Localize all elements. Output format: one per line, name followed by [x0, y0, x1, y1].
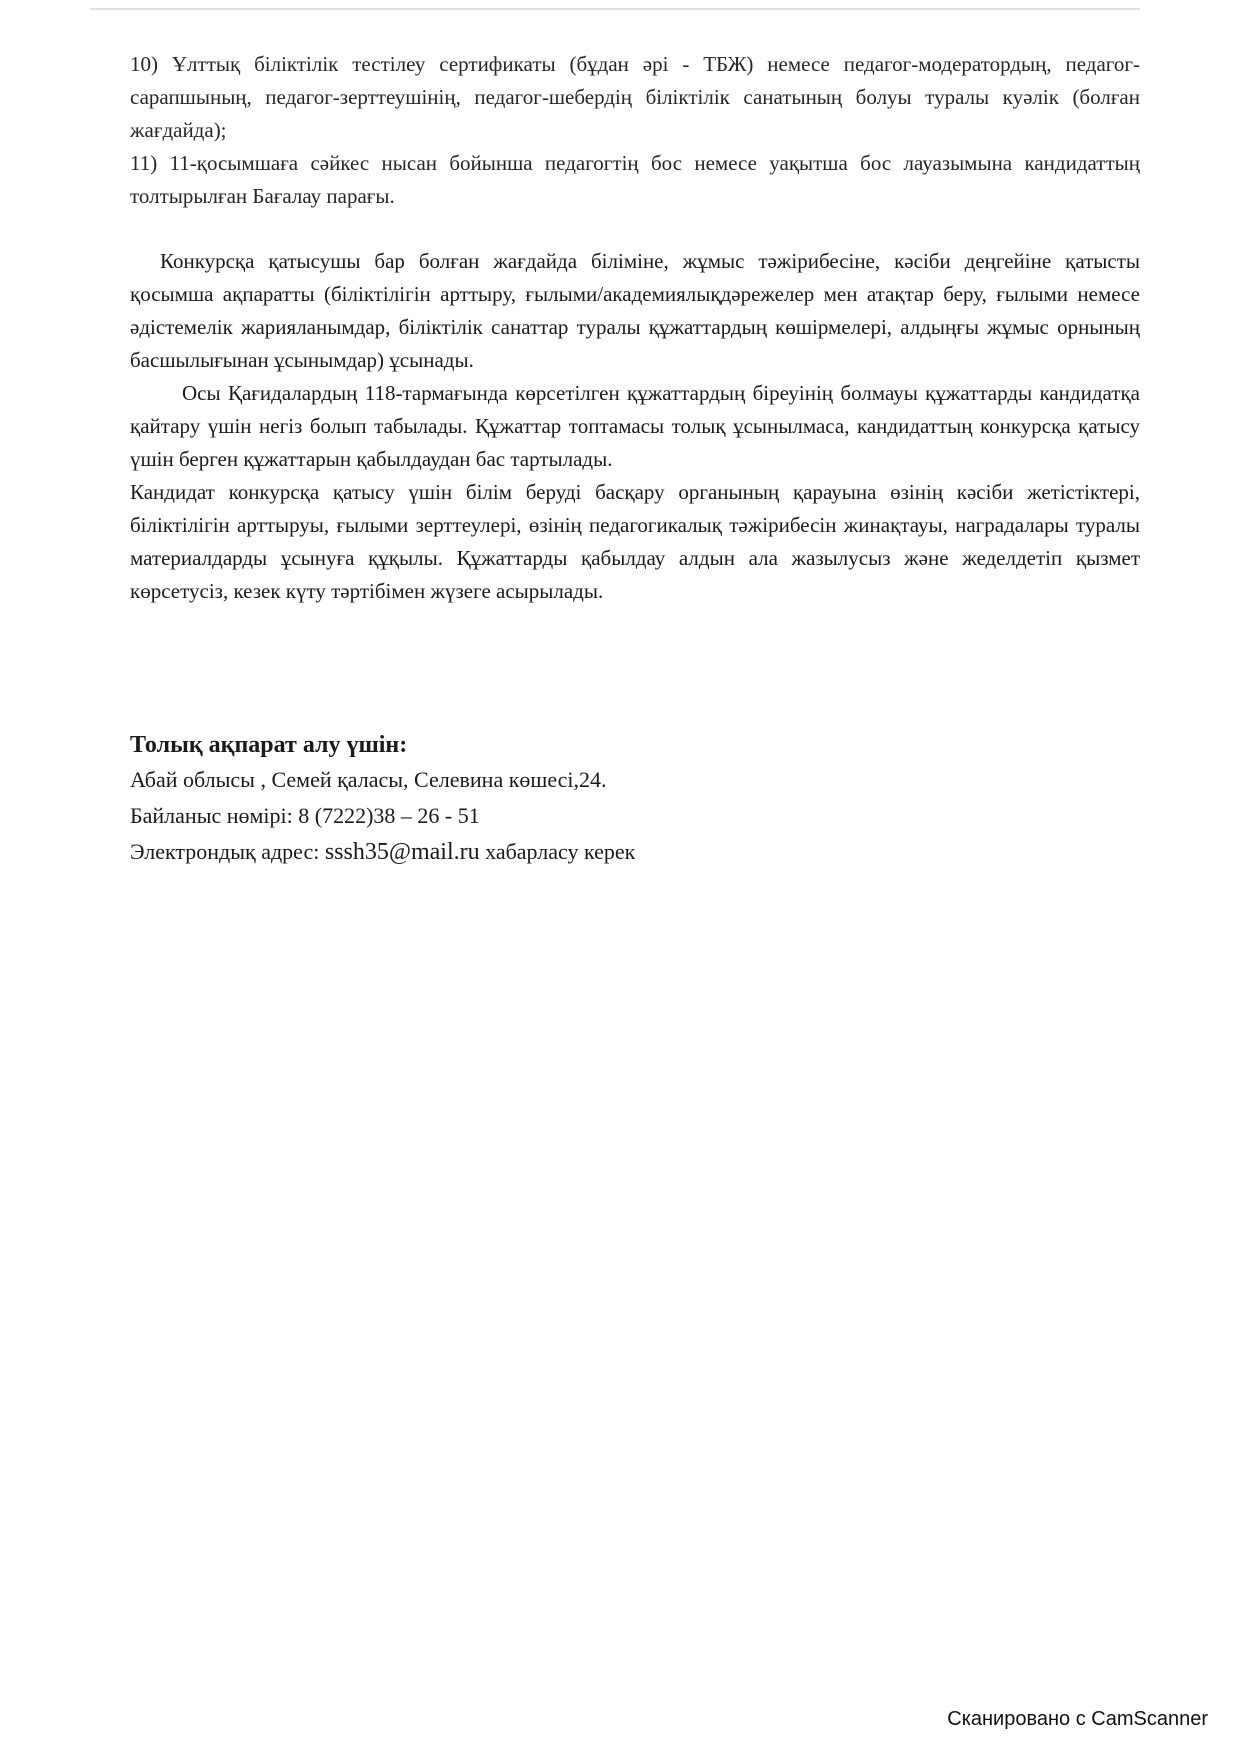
paragraph-missing-documents: Осы Қағидалардың 118-тармағында көрсетілген құжаттардың біреуінің болмауы құжаттарды кандидатқа қайтару үшін негіз болып табылады. Құжаттар топтамасы толық ұсынылмаса, кандидаттың конкурсқа қатысу үшін берген құжаттарын қабылдаудан бас тартылады.: [130, 381, 1140, 471]
spacer: [130, 213, 1140, 245]
contact-email-suffix: хабарласу керек: [479, 839, 636, 864]
contact-email-prefix: Электрондық адрес:: [130, 839, 325, 864]
contact-phone: Байланыс нөмірі: 8 (7222)38 – 26 - 51: [130, 803, 480, 828]
contact-email-line: [130, 834, 1140, 870]
list-item-10: 10) Ұлттық біліктілік тестілеу сертификаты (бұдан әрі - ТБЖ) немесе педагог-модератордың, педагог-сарапшының, педагог-зерттеушінің, педагог-шебердің біліктілік санатының болуы туралы куәлік (болған жағдайда);: [130, 52, 1140, 142]
document-page: [130, 48, 1140, 870]
paragraph-additional-info: Конкурсқа қатысушы бар болған жағдайда біліміне, жұмыс тәжірибесіне, кәсіби деңгейіне қатысты қосымша ақпаратты (біліктілігін арттыру, ғылыми/академиялықдәрежелер мен атақтар беру, ғылыми немесе әдістемелік жарияланымдар, біліктілік санаттар туралы құжаттардың көшірмелері, алдыңғы жұмыс орнының басшылығынан ұсынымдар) ұсынады.: [130, 249, 1140, 372]
list-item-11: 11) 11-қосымшаға сәйкес нысан бойынша педагогтің бос немесе уақытша бос лауазымына кандидаттың толтырылған Бағалау парағы.: [130, 151, 1140, 208]
camscanner-watermark: Сканировано с CamScanner: [947, 1708, 1208, 1730]
spacer: [130, 608, 1140, 728]
contact-block: [130, 728, 1140, 870]
contact-address: Абай облысы , Семей қаласы, Селевина көшесі,24.: [130, 767, 607, 792]
contact-email[interactable]: sssh35@mail.ru: [324, 839, 480, 865]
paragraph-candidate-rights: Кандидат конкурсқа қатысу үшін білім беруді басқару органының қарауына өзінің кәсіби жетістіктері, біліктілігін арттыруы, ғылыми зерттеулері, өзінің педагогикалық тәжірибесін жинақтауы, наградалары туралы материалдарды ұсынуға құқылы. Құжаттарды қабылдау алдын ала жазылусыз және жеделдетіп қызмет көрсетусіз, кезек күту тәртібімен жүзеге асырылады.: [130, 480, 1140, 603]
page-top-edge: [90, 8, 1140, 10]
contact-title: Толық ақпарат алу үшін:: [130, 732, 408, 758]
